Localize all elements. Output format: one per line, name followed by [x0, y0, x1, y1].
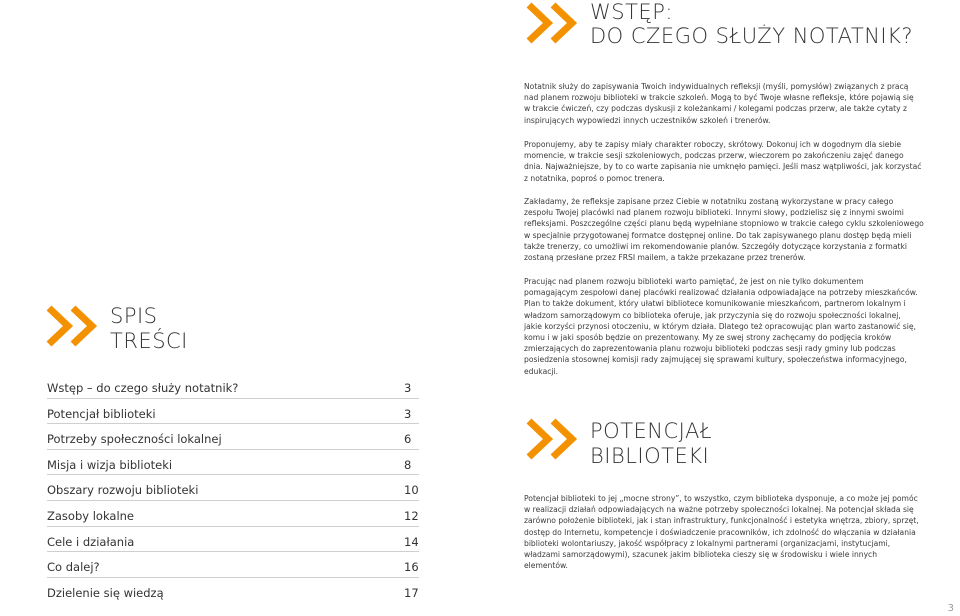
toc-item-title: Potrzeby społeczności lokalnej: [47, 432, 222, 447]
intro-heading-line2: DO CZEGO SŁUŻY NOTATNIK?: [590, 24, 914, 48]
chevron-arrows-icon: [46, 305, 102, 347]
toc-item-title: Obszary rozwoju biblioteki: [47, 483, 199, 498]
toc-item-title: Misja i wizja biblioteki: [47, 457, 173, 472]
toc-item-page: 16: [404, 560, 419, 575]
intro-paragraph-3: Zakładamy, że refleksje zapisane przez Ciebie w notatniku zostaną wykorzystane w pracy całego zespołu Twojej placówki nad planem rozwoju biblioteki. Innymi słowy, podzielisz się z innymi swoimi refleksjami. Poszczególne części planu będą wypełniane stopniowo w trakcie całego cyklu szkoleniowego w specjalnie przygotowanej formatce dostępnej online. Do tak zapisywanego planu dostęp będą mieli także trenerzy, co umożliwi im rekomendowanie planów. Szczegóły dotyczące korzystania z formatki zostaną przesłane przez FRSI mailem, a także przekazane przez trenerów.: [524, 197, 924, 263]
intro-heading-line1: WSTĘP:: [590, 0, 673, 24]
toc-item-title: Wstęp – do czego służy notatnik?: [47, 381, 239, 395]
toc-item-page: 17: [404, 585, 419, 600]
toc-item-title: Co dalej?: [47, 560, 100, 575]
toc-item[interactable]: [47, 501, 419, 527]
toc-item[interactable]: [47, 373, 419, 399]
toc-item-title: Cele i działania: [47, 534, 135, 549]
toc-item[interactable]: [47, 527, 419, 553]
intro-paragraph-1: Notatnik służy do zapisywania Twoich indywidualnych refleksji (myśli, pomysłów) związanych z pracą nad planem rozwoju biblioteki w trakcie szkoleń. Mogą to być Twoje własne refleksje, które pojawią się w trakcie ćwiczeń, czy podczas dyskusji z koleżankami / kolegami podczas przerw, ale także cytaty z inspirujących wypowiedzi innych uczestników szkoleń i trenerów.: [524, 82, 914, 125]
toc-item-page: 3: [404, 381, 412, 395]
toc-item-page: 6: [404, 432, 412, 447]
toc-item[interactable]: [47, 450, 419, 476]
toc-item-page: 3: [404, 406, 412, 421]
toc-item-title: Zasoby lokalne: [47, 508, 135, 523]
toc-item-title: Potencjał biblioteki: [47, 406, 156, 421]
toc-heading: [110, 304, 188, 354]
intro-paragraph-2: Proponujemy, aby te zapisy miały charakter roboczy, skrótowy. Dokonuj ich w dogodnym dla siebie momencie, w trakcie sesji szkoleniowych, podczas przerw, wieczorem po zakończeniu zajęć danego dnia. Najważniejsze, by to co warte zapisania nie umknęło pamięci. Jeśli masz wątpliwości, jak korzystać z notatnika, poproś o pomoc trenera.: [524, 140, 922, 183]
toc-item-page: 8: [404, 457, 412, 472]
intro-paragraph-4: Pracując nad planem rozwoju biblioteki warto pamiętać, że jest on nie tylko dokumentem pomagającym zespołowi danej placówki realizować działania odpowiadające na potrzeby mieszkańców. Plan to także dokument, który ułatwi bibliotece komunikowanie mieszkańcom, partnerom lokalnym i władzom samorządowym co biblioteka oferuje, jak przyczynia się do rozwoju społeczności lokalnej, jakie korzyści przynosi otoczeniu, w którym działa. Dlatego też opracowując plan warto zastanowić się, komu i w jaki sposób będzie on prezentowany. My ze swej strony zachęcamy do podjęcia kroków zmierzających do zaprezentowania planu rozwoju biblioteki podczas sesji rady gminy lub podczas posiedzenia stosownej komisji rady zajmującej się sprawami kultury, społeczeństwa informacyjnego, edukacji.: [524, 277, 918, 376]
toc-item-page: 14: [404, 534, 419, 549]
toc-item-page: 10: [404, 483, 419, 498]
toc-item[interactable]: [47, 578, 419, 603]
potential-heading: [590, 419, 712, 469]
potential-paragraph: Potencjał biblioteki to jej „mocne strony”, to wszystko, czym biblioteka dysponuje, a co może jej pomóc w realizacji działań odpowiadających na ważne potrzeby społeczności lokalnej. Na potencjał składa się zarówno położenie biblioteki, jak i stan infrastruktury, funkcjonalność i estetyka wnętrza, zbiory, sprzęt, dostęp do Internetu, kompetencje i doświadczenie pracowników, ich zdolność do włączania w działania biblioteki wolontariuszy, jakość współpracy z lokalnymi partnerami (organizacjami, instytucjami, władzami samorządowymi), szacunek jakim biblioteka cieszy się w środowisku i wiele innych elementów.: [524, 494, 919, 571]
table-of-contents: [47, 373, 419, 602]
toc-item[interactable]: [47, 475, 419, 501]
intro-heading: [590, 0, 913, 48]
toc-item[interactable]: [47, 552, 419, 578]
page-number: 3: [947, 603, 954, 614]
chevron-arrows-icon: [526, 2, 582, 44]
potential-heading-line2: BIBLIOTEKI: [590, 444, 710, 468]
toc-heading-line1: SPIS: [110, 304, 158, 328]
toc-heading-line2: TREŚCI: [110, 329, 188, 353]
toc-item-title: Dzielenie się wiedzą: [47, 585, 164, 600]
chevron-arrows-icon: [526, 418, 582, 460]
toc-item[interactable]: [47, 424, 419, 450]
toc-item[interactable]: [47, 399, 419, 425]
toc-item-page: 12: [404, 508, 419, 523]
potential-heading-line1: POTENCJAŁ: [590, 419, 713, 443]
